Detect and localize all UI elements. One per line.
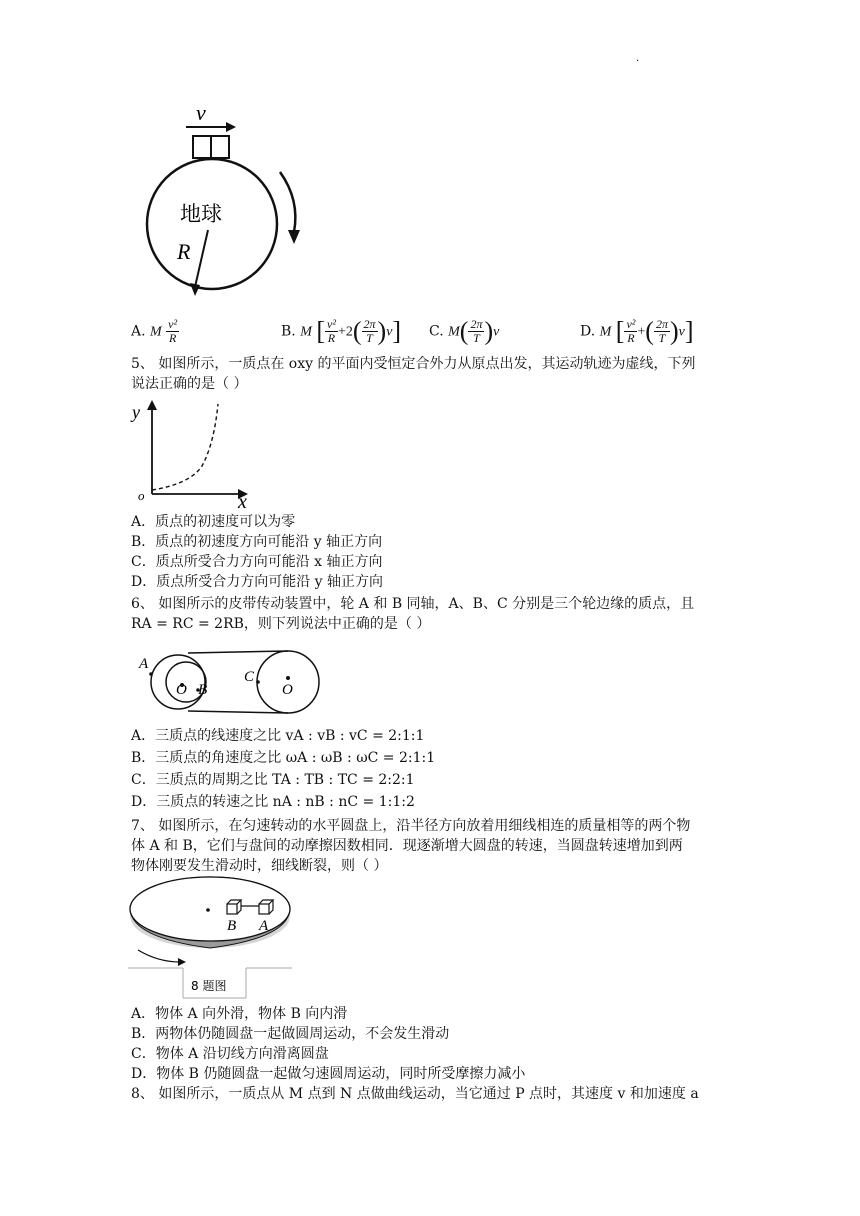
figure-caption: 8 题图 [191,979,227,993]
q4-a-den: R [168,331,177,345]
label-block-b: B [227,918,237,934]
q4-b-bracket-close: ] [392,316,402,346]
q7-option-a[interactable]: A．物体 A 向外滑，物体 B 向内滑 [131,1006,348,1022]
label-a: A [139,656,149,672]
origin-label: o [138,488,145,503]
q4-a-fraction [166,318,179,345]
object-box-left [193,136,211,158]
earth-label: 地球 [180,202,222,226]
q4-b-two: 2 [345,324,353,340]
q7-option-c[interactable]: C．物体 A 沿切线方向滑离圆盘 [131,1046,329,1062]
q4-d-den2: T [658,331,666,345]
q5-option-a[interactable]: A．质点的初速度可以为零 [131,514,296,530]
q4-c-m: M [448,324,460,340]
q6-stem-line1: 6、 如图所示的皮带传动装置中，轮 A 和 B 同轴，A、B、C 分别是三个轮边缘的质点，且 [131,596,695,612]
q6-belt-figure [134,644,326,716]
q7-option-b[interactable]: B．两物体仍随圆盘一起做圆周运动，不会发生滑动 [131,1026,450,1042]
q6-option-c[interactable]: C．三质点的周期之比 TA : TB : TC = 2:2:1 [131,772,415,788]
q4-c-v: v [493,324,500,340]
dashed-trajectory [152,404,218,490]
page-dot: · [636,56,640,67]
q4-b-bracket-open: [ [316,316,325,346]
label-o2: O [282,682,293,698]
q5-option-d[interactable]: D．质点所受合力方向可能沿 y 轴正方向 [131,574,384,590]
q4-a-num: v² [168,317,178,331]
q4-d-num2: 2π [655,317,668,331]
q4-b-paren-close: ) [377,316,387,346]
axis-o2 [286,676,290,680]
q4-d-frac1 [624,318,637,345]
q4-b-paren-open: ( [352,316,362,346]
q4-b-frac1 [325,318,338,345]
q4-b-den1: R [327,331,336,345]
q5-option-b[interactable]: B．质点的初速度方向可能沿 y 轴正方向 [131,534,383,550]
q4-d-paren-close: ) [669,316,679,346]
q7-stem-line2: 体 A 和 B，它们与盘间的动摩擦因数相同．现逐渐增大圆盘的转速，当圆盘转速增加到两 [131,838,683,854]
block-a [259,904,269,914]
q5-trajectory-figure [130,398,260,510]
q4-option-c-label: C. [429,323,444,340]
q4-d-bracket-close: ] [684,316,694,346]
q4-d-num1: v² [626,317,636,331]
q6-option-a[interactable]: A．三质点的线速度之比 vA : vB : vC = 2:1:1 [131,728,425,744]
label-block-a: A [259,918,269,934]
q4-b-v: v [386,324,393,340]
belt-bottom [188,711,288,713]
q4-b-frac2 [362,318,378,345]
radius-arrowhead [190,283,200,296]
q4-c-frac [468,318,484,345]
x-axis-label: x [238,491,247,510]
q4-option-a-label: A. [131,323,146,340]
q4-d-bracket-open: [ [615,316,625,346]
q7-stem-line3: 物体刚要发生滑动时，细线断裂，则（ ） [131,858,388,874]
label-b: B [198,682,208,698]
radius-label: R [177,239,191,264]
q5-stem-line1: 5、 如图所示，一质点在 oxy 的平面内受恒定合外力从原点出发，其运动轨迹为虚线，下列 [131,356,696,372]
q4-b-m: M [300,324,312,340]
q4-d-plus: + [637,324,646,340]
q5-stem-line2: 说法正确的是（ ） [131,376,248,392]
q4-option-a[interactable] [131,318,179,345]
q7-option-d[interactable]: D．物体 B 仍随圆盘一起做匀速圆周运动，同时所受摩擦力减小 [131,1066,526,1082]
velocity-arrowhead [226,122,236,132]
q4-option-b[interactable] [281,318,401,345]
earth-figure [130,100,310,305]
rotation-arrowhead [178,958,186,966]
disc-center [206,908,210,912]
point-c [256,680,260,684]
q7-stem-line1: 7、 如图所示，在匀速转动的水平圆盘上，沿半径方向放着用细线相连的质量相等的两个物 [131,818,691,834]
q4-c-paren-open: ( [459,316,469,346]
q4-c-den: T [473,331,480,345]
object-box-right [211,136,229,158]
rotation-arrow [138,950,180,962]
q4-d-m: M [599,324,612,340]
q4-b-num2: 2π [363,317,376,331]
q8-stem-line1: 8、 如图所示，一质点从 M 点到 N 点做曲线运动，当它通过 P 点时，其速度 v 和加速度 a [131,1086,699,1102]
q4-c-paren-close: ) [484,316,494,346]
q4-d-paren-open: ( [645,316,654,346]
q4-option-d-label: D. [580,323,596,340]
rotation-arrow [280,172,295,232]
q6-stem-line2: RA = RC = 2RB，则下列说法中正确的是（ ） [131,616,431,632]
velocity-label: v [196,100,206,125]
q7-disc-figure [128,876,294,1002]
q4-a-m: M [150,324,162,340]
q4-option-b-label: B. [281,323,296,340]
q6-option-d[interactable]: D．三质点的转速之比 nA : nB : nC = 1:1:2 [131,794,415,810]
q4-d-den1: R [627,331,635,345]
q4-c-num: 2π [470,317,483,331]
belt-top [188,651,288,653]
y-axis-arrowhead [147,400,157,410]
q4-d-v: v [678,324,685,340]
label-c: C [244,669,255,685]
q4-d-frac2 [654,318,670,345]
q4-b-plus: + [337,324,346,340]
rotation-arrowhead [288,230,300,244]
label-o1: O [176,682,187,698]
q6-option-b[interactable]: B．三质点的角速度之比 ωA : ωB : ωC = 2:1:1 [131,750,436,766]
q4-option-c[interactable] [429,318,499,345]
point-a [149,672,153,676]
radius-line [195,230,208,287]
y-axis-label: y [132,402,140,422]
q4-b-num1: v² [327,317,336,331]
block-b [227,904,237,914]
q4-option-d[interactable] [580,318,694,345]
q5-option-c[interactable]: C．质点所受合力方向可能沿 x 轴正方向 [131,554,383,570]
q4-b-den2: T [366,331,373,345]
